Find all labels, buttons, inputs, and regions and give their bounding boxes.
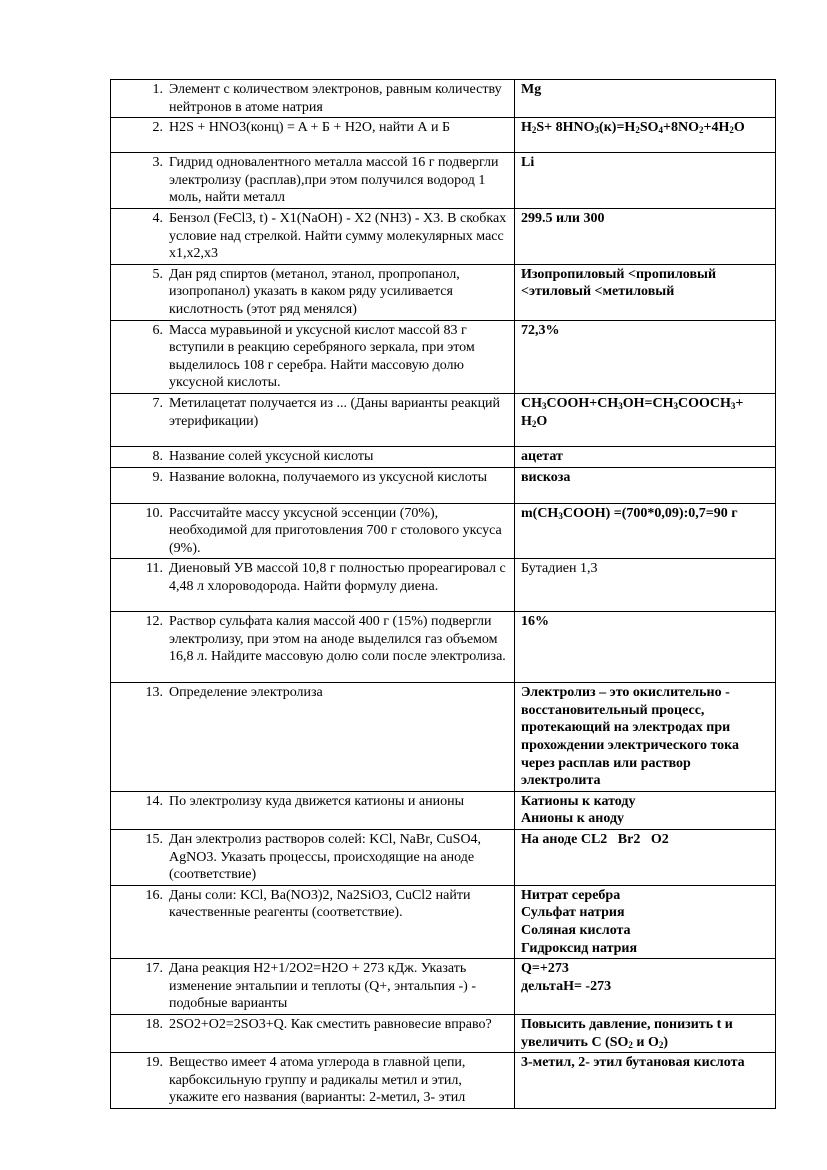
question-cell [111, 559, 515, 612]
answer-cell [515, 208, 776, 264]
answer-cell [515, 503, 776, 559]
question-text: Рассчитайте массу уксусной эссенции (70%), необходимой для приготовления 700 г столового уксуса (9%). [169, 505, 502, 556]
table-row [111, 1014, 776, 1052]
answer-line: Соляная кислота [521, 923, 631, 938]
question-text: Название солей уксусной кислоты [169, 448, 374, 464]
answer-cell [515, 791, 776, 829]
row-number: 15. [145, 832, 163, 848]
formula-subscript: 2 [658, 1039, 664, 1050]
formula-part: и O [632, 1034, 659, 1050]
answer-formula [521, 506, 738, 521]
formula-part: (к)=H [599, 120, 636, 136]
answer-text: Изопропиловый <пропиловый <этиловый <метиловый [521, 266, 717, 300]
table-row [111, 1053, 776, 1109]
formula-part: COOCH [678, 395, 731, 411]
answer-line: Анионы к аноду [521, 811, 625, 827]
formula-subscript: 3 [558, 510, 563, 521]
answer-cell [515, 320, 776, 393]
formula-subscript: 3 [730, 400, 736, 411]
question-text: Дан ряд спиртов (метанол, этанол, пропропанол, изопропанол) указать в каком ряду усиливается кислотность (этот ряд менялся) [169, 266, 460, 317]
formula-part: COOH+CH [546, 395, 619, 411]
question-cell [111, 153, 515, 209]
formula-subscript: 3 [594, 125, 600, 136]
row-number: 9. [152, 469, 163, 485]
table-row [111, 153, 776, 209]
table-row [111, 80, 776, 118]
table-row [111, 830, 776, 886]
table-row [111, 503, 776, 559]
question-cell [111, 208, 515, 264]
answer-cell [515, 885, 776, 958]
formula-part: +8NO [663, 120, 699, 136]
answer-line: Нитрат серебра [521, 887, 621, 903]
formula-subscript: 3 [618, 400, 623, 411]
question-text: 2SO2+O2=2SO3+Q. Как сместить равновесие вправо? [169, 1016, 492, 1032]
answer-cell [515, 612, 776, 683]
answer-cell [515, 264, 776, 320]
table-row [111, 791, 776, 829]
question-text: Дана реакция H2+1/2O2=H2O + 273 кДж. Указать изменение энтальпии и теплоты (Q+, энтальпия -) - подобные варианты [169, 961, 476, 1012]
answer-text: Mg [521, 82, 542, 97]
answer-line: Гидроксид натрия [521, 940, 638, 956]
question-text: Диеновый УВ массой 10,8 г полностью прореагировал с 4,48 л хлороводорода. Найти формулу диена. [169, 561, 506, 594]
answer-cell [515, 1014, 776, 1052]
question-text: Метилацетат получается из ... (Даны варианты реакций этерификации) [169, 395, 501, 429]
row-number: 19. [145, 1055, 163, 1071]
answer-text: Электролиз – это окислительно - восстановительный процесс, протекающий на электродах при прохождении электрического тока через расплав или раствор электролита [521, 685, 740, 789]
question-cell [111, 1053, 515, 1109]
formula-part: SO [639, 120, 659, 136]
formula-subscript: 4 [658, 125, 663, 136]
question-cell [111, 467, 515, 503]
formula-subscript: 2 [531, 418, 537, 429]
row-number: 14. [145, 793, 163, 809]
answer-text: вискоза [521, 469, 571, 485]
question-cell [111, 612, 515, 683]
row-number: 18. [145, 1016, 163, 1032]
question-text: Гидрид одновалентного металла массой 16 г подвергли электролизу (расплав),при этом получился водород 1 моль, найти металл [169, 155, 499, 206]
formula-subscript: 2 [628, 1039, 633, 1050]
answer-formula [521, 1017, 733, 1050]
question-cell [111, 264, 515, 320]
answer-text: 3-метил, 2- этил бутановая кислота [521, 1055, 745, 1071]
question-text: Вещество имеет 4 атома углерода в главной цепи, карбоксильную группу и радикалы метил и этил, укажите его названия (варианты: 2-метил, 3- этил [169, 1055, 466, 1106]
table-row [111, 446, 776, 467]
answer-cell [515, 959, 776, 1015]
answer-formula [521, 396, 743, 429]
formula-part: m(CH [521, 505, 559, 521]
row-number: 8. [152, 448, 163, 464]
question-cell [111, 118, 515, 153]
answer-cell [515, 446, 776, 467]
answer-text: 72,3% [521, 322, 560, 338]
formula-part: + H [521, 395, 744, 429]
formula-part: Повысить давление, понизить t и увеличить С (SO [521, 1016, 733, 1050]
row-number: 7. [152, 395, 163, 411]
formula-subscript: 2 [635, 125, 640, 136]
question-cell [111, 1014, 515, 1052]
formula-part: H [521, 120, 532, 136]
formula-part: OH=CH [622, 395, 674, 411]
row-number: 2. [152, 120, 163, 136]
row-number: 4. [152, 210, 163, 226]
question-cell [111, 885, 515, 958]
answer-cell [515, 830, 776, 886]
formula-subscript: 2 [698, 125, 704, 136]
table-row [111, 208, 776, 264]
table-row [111, 559, 776, 612]
answer-cell [515, 559, 776, 612]
answer-text: На аноде CL2 Br2 O2 [521, 832, 669, 848]
table-row [111, 393, 776, 446]
formula-part: COOH) =(700*0,09):0,7=90 г [562, 505, 738, 521]
question-cell [111, 959, 515, 1015]
formula-subscript: 2 [729, 125, 734, 136]
formula-subscript: 2 [531, 125, 537, 136]
question-cell [111, 791, 515, 829]
answer-cell [515, 1053, 776, 1109]
answer-cell [515, 683, 776, 792]
formula-part: O [733, 120, 745, 136]
row-number: 1. [152, 82, 163, 97]
question-cell [111, 446, 515, 467]
row-number: 5. [152, 266, 163, 282]
answer-cell [515, 393, 776, 446]
question-text: Даны соли: KCl, Ba(NO3)2, Na2SiO3, CuCl2 найти качественные реагенты (соответствие). [169, 887, 471, 921]
formula-part: CH [521, 395, 542, 411]
answer-cell [515, 467, 776, 503]
question-text: H2S + HNO3(конц) = A + Б + H2O, найти А и Б [169, 120, 450, 136]
row-number: 3. [152, 155, 163, 171]
formula-part: O [536, 413, 548, 429]
question-text: Раствор сульфата калия массой 400 г (15%) подвергли электролизу, при этом на аноде выделился газ объемом 16,8 л. Найдите массовую долю соли после электролиза. [169, 614, 506, 665]
formula-subscript: 3 [673, 400, 679, 411]
row-number: 16. [145, 887, 163, 903]
answer-text: 299.5 или 300 [521, 210, 605, 226]
question-text: Бензол (FeCl3, t) - X1(NaOH) - X2 (NH3) - X3. В скобках условие над стрелкой. Найти сумму молекулярных масс x1,x2,x3 [169, 210, 507, 262]
formula-subscript: 3 [542, 400, 547, 411]
answer-text: Бутадиен 1,3 [521, 561, 598, 577]
question-text: Название волокна, получаемого из уксусной кислоты [169, 469, 488, 485]
formula-part: ) [663, 1034, 669, 1050]
table-row [111, 264, 776, 320]
row-number: 12. [145, 614, 163, 630]
question-text: Масса муравьиной и уксусной кислот массой 83 г вступили в реакцию серебряного зеркала, при этом выделилось 108 г серебра. Найти массовую долю уксусной кислоты. [169, 322, 475, 391]
question-cell [111, 80, 515, 118]
question-text: Дан электролиз растворов солей: KCl, NaBr, CuSO4, AgNO3. Указать процессы, происходящие на аноде (соответствие) [169, 832, 482, 883]
answer-cell [515, 153, 776, 209]
row-number: 17. [145, 961, 163, 977]
question-text: По электролизу куда движется катионы и анионы [169, 793, 464, 809]
row-number: 6. [152, 322, 163, 338]
table-row [111, 320, 776, 393]
answer-text: Li [521, 155, 535, 171]
row-number: 11. [146, 561, 163, 577]
row-number: 10. [145, 505, 163, 521]
question-cell [111, 503, 515, 559]
answer-text: 16% [521, 614, 549, 630]
question-text: Определение электролиза [169, 685, 323, 701]
table-row [111, 118, 776, 153]
table-row [111, 959, 776, 1015]
question-cell [111, 393, 515, 446]
question-cell [111, 830, 515, 886]
table-row [111, 885, 776, 958]
formula-part: +4H [703, 120, 730, 136]
answer-cell [515, 118, 776, 153]
table-row [111, 612, 776, 683]
table-row [111, 683, 776, 792]
answer-line: Сульфат натрия [521, 905, 625, 921]
formula-part: S+ 8HNO [536, 120, 595, 136]
question-cell [111, 320, 515, 393]
answer-line: Q=+273 [521, 961, 569, 977]
answer-cell [515, 80, 776, 118]
answer-formula [521, 120, 745, 135]
answer-line: дельтаН= -273 [521, 978, 612, 994]
table-row [111, 467, 776, 503]
question-text: Элемент с количеством электронов, равным количеству нейтронов в атоме натрия [169, 82, 502, 115]
answer-line: Катионы к катоду [521, 793, 636, 809]
row-number: 13. [145, 685, 163, 701]
answer-text: ацетат [521, 448, 563, 464]
questions-answers-table [110, 79, 776, 1109]
question-cell [111, 683, 515, 792]
